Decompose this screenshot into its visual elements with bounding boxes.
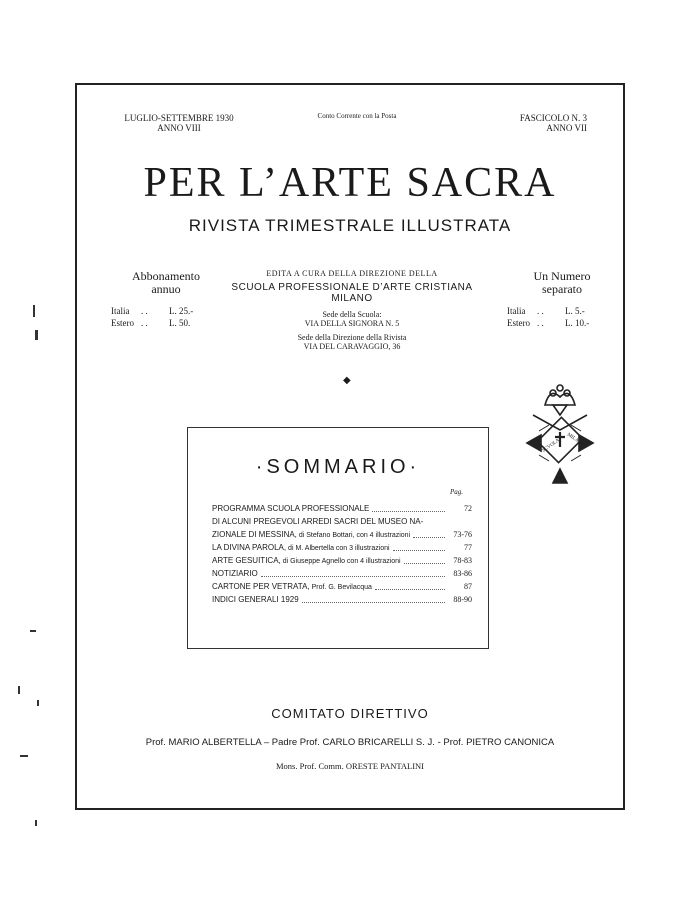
item-title: LA DIVINA PAROLA, — [212, 543, 287, 552]
item-page: 72 — [464, 504, 472, 513]
issue-date-block — [119, 113, 239, 133]
price-row — [507, 306, 617, 316]
item-title: NOTIZIARIO — [212, 569, 258, 578]
item-title: DI ALCUNI PREGEVOLI ARREDI SACRI DEL MUSEO NA- — [212, 517, 424, 526]
fascicolo-block — [477, 113, 587, 133]
price-label: Italia — [111, 306, 130, 316]
item-author: di Stefano Bottari, con 4 illustrazioni — [296, 532, 411, 539]
price-row — [111, 306, 221, 316]
scan-speck — [35, 330, 38, 340]
contents-list — [212, 503, 472, 607]
committee-members: Prof. MARIO ALBERTELLA – Padre Prof. CARLO BRICARELLI S. J. - Prof. PIETRO CANONICA — [145, 737, 555, 748]
price-dots: . . — [141, 306, 148, 316]
item-author: di M. Albertella con 3 illustrazioni — [286, 545, 390, 552]
scan-speck — [33, 305, 35, 317]
contents-item — [212, 594, 472, 607]
journal-title: PER L’ARTE SACRA — [143, 160, 557, 206]
contents-box — [187, 427, 489, 649]
contents-item — [212, 542, 472, 555]
publisher-block — [227, 269, 477, 351]
item-title: PROGRAMMA SCUOLA PROFESSIONALE — [212, 504, 370, 513]
subscription-single — [507, 270, 617, 328]
fascicolo-year: ANNO VII — [546, 123, 587, 133]
page-frame — [75, 83, 625, 810]
publisher-city: MILANO — [331, 293, 373, 304]
contents-item — [212, 503, 472, 516]
item-page: 78-83 — [453, 556, 472, 565]
direction-address: VIA DEL CARAVAGGIO, 36 — [303, 342, 401, 351]
item-page: 83-86 — [453, 569, 472, 578]
contents-item — [212, 555, 472, 568]
scan-speck — [37, 700, 39, 706]
price-dots: . . — [141, 318, 148, 328]
committee-heading: COMITATO DIRETTIVO — [271, 706, 429, 721]
coat-of-arms-icon — [515, 375, 605, 495]
publisher-line1: EDITA A CURA DELLA DIREZIONE DELLA — [266, 269, 438, 278]
item-title: CARTONE PER VETRATA, — [212, 582, 310, 591]
price-value: L. 10.- — [565, 318, 590, 328]
svg-text:SCVOLA: SCVOLA — [541, 438, 561, 454]
subscription-single-heading1: Un Numero — [533, 269, 591, 283]
item-page: 88-90 — [453, 595, 472, 604]
price-value: L. 50. — [169, 318, 191, 328]
contents-item — [212, 529, 472, 542]
contents-item — [212, 568, 472, 581]
price-row — [507, 318, 617, 328]
committee-members-line2: Mons. Prof. Comm. ORESTE PANTALINI — [276, 761, 424, 771]
issue-year: ANNO VIII — [157, 123, 201, 133]
ornament-icon: ◆ — [343, 375, 351, 386]
price-row — [111, 318, 221, 328]
contents-item — [212, 516, 472, 529]
scan-speck — [20, 755, 28, 757]
fascicolo-number: FASCICOLO N. 3 — [519, 113, 587, 123]
scan-speck — [18, 686, 20, 694]
item-author: di Giuseppe Agnello con 4 illustrazioni — [280, 558, 401, 565]
price-value: L. 5.- — [565, 306, 585, 316]
price-label: Estero — [507, 318, 530, 328]
publisher-school: SCUOLA PROFESSIONALE D’ARTE CRISTIANA — [231, 282, 473, 293]
direction-seat-label: Sede della Direzione della Rivista — [297, 333, 407, 342]
svg-text:MILANO: MILANO — [565, 432, 586, 449]
item-title: ARTE GESUITICA, — [212, 556, 281, 565]
item-author: Prof. G. Bevilacqua — [309, 584, 372, 591]
price-value: L. 25.- — [169, 306, 194, 316]
subscription-annual-heading2: annuo — [151, 282, 181, 296]
price-dots: . . — [537, 306, 544, 316]
subscription-annual-heading1: Abbonamento — [132, 269, 200, 283]
subscription-single-heading2: separato — [542, 282, 582, 296]
page-column-label: Pag. — [450, 488, 464, 496]
item-page — [423, 516, 447, 529]
price-dots: . . — [537, 318, 544, 328]
issue-date: LUGLIO-SETTEMBRE 1930 — [124, 113, 234, 123]
item-title: INDICI GENERALI 1929 — [212, 595, 299, 604]
school-seat-label: Sede della Scuola: — [322, 310, 382, 319]
postal-account-note: Conto Corrente con la Posta — [317, 112, 397, 120]
item-page: 87 — [464, 582, 472, 591]
scan-speck — [30, 630, 36, 632]
school-address: VIA DELLA SIGNORA N. 5 — [304, 319, 400, 328]
contents-item — [212, 581, 472, 594]
item-title: ZIONALE DI MESSINA, — [212, 530, 297, 539]
scan-speck — [35, 820, 37, 826]
item-page: 73-76 — [453, 530, 472, 539]
journal-subtitle: RIVISTA TRIMESTRALE ILLUSTRATA — [188, 216, 512, 235]
price-label: Italia — [507, 306, 526, 316]
item-page: 77 — [464, 543, 472, 552]
contents-title: ·SOMMARIO· — [255, 456, 421, 478]
price-label: Estero — [111, 318, 134, 328]
subscription-annual — [111, 270, 221, 328]
